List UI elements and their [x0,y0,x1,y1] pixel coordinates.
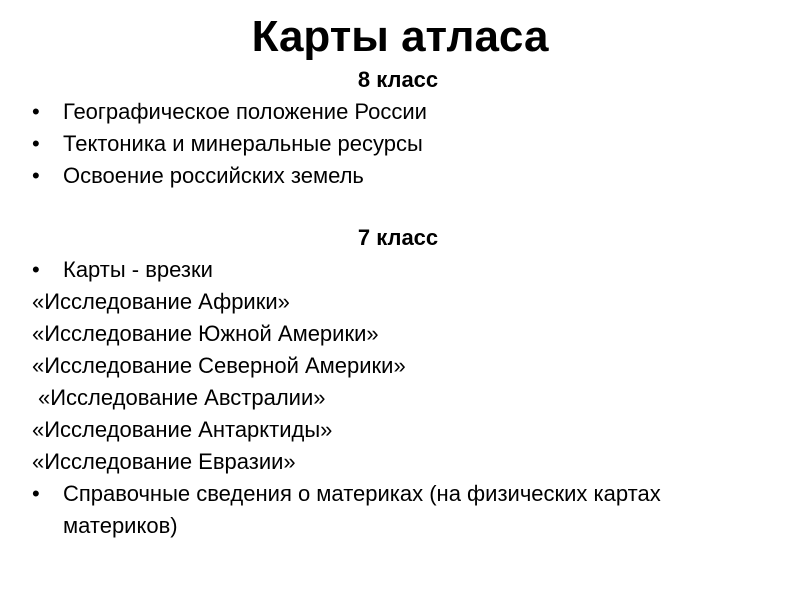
bullet-icon: • [32,257,40,282]
inset-map-item: «Исследование Евразии» [32,449,296,474]
section-heading-7: 7 класс [357,225,439,250]
list-item [28,254,768,286]
bullet-icon: • [32,99,40,124]
list-item [28,160,768,192]
list-item [28,478,768,542]
list-item-text: Географическое положение России [63,99,427,124]
list-item [28,96,768,128]
list-item-text: Карты - врезки [63,257,213,282]
bullet-icon: • [32,163,40,188]
slide-title: Карты атласа [251,12,549,61]
inset-map-item: «Исследование Африки» [32,289,290,314]
list-item-text: Тектоника и минеральные ресурсы [63,131,423,156]
inset-map-item: «Исследование Австралии» [38,385,326,410]
list-item-text: Справочные сведения о материках (на физических картах материков) [63,481,661,538]
inset-map-item: «Исследование Северной Америки» [32,353,406,378]
inset-map-item: «Исследование Антарктиды» [32,417,333,442]
list-item-text: Освоение российских земель [63,163,364,188]
bullet-icon: • [32,481,40,506]
list-item [28,128,768,160]
inset-map-item: «Исследование Южной Америки» [32,321,379,346]
slide-body [28,64,768,542]
section-heading-8: 8 класс [357,67,439,92]
bullet-icon: • [32,131,40,156]
